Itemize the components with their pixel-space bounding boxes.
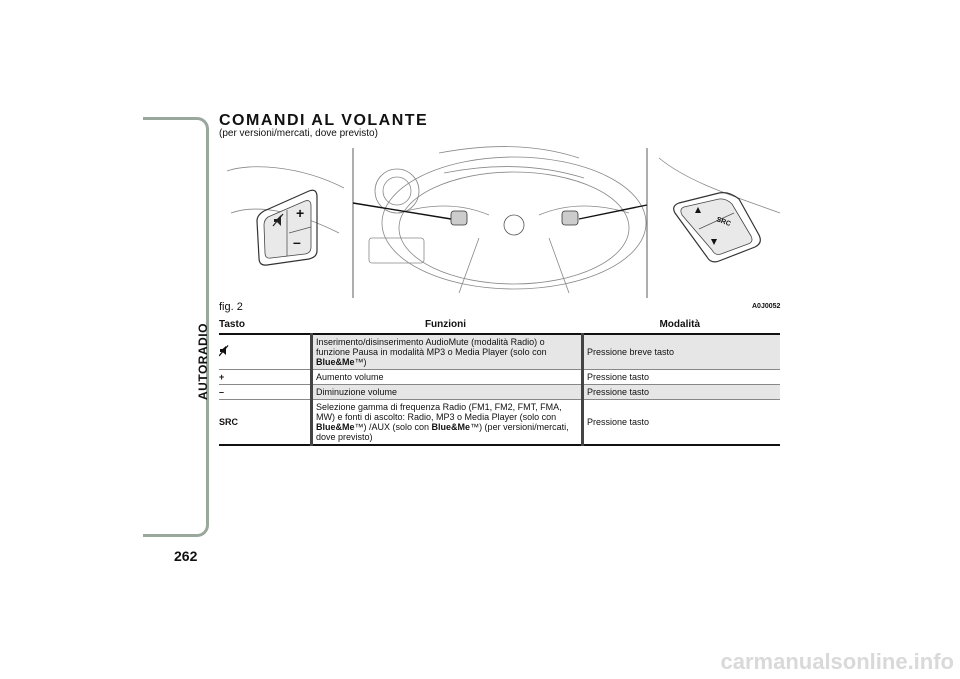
function-cell: Inserimento/disinserimento AudioMute (modalità Radio) o funzione Pausa in modalità MP3 o Media Player (solo con Blue&Me™) xyxy=(312,334,583,370)
key-cell: – xyxy=(219,385,312,400)
mode-cell: Pressione breve tasto xyxy=(583,334,781,370)
function-cell: Aumento volume xyxy=(312,370,583,385)
plus-label: + xyxy=(296,205,305,221)
key-cell: + xyxy=(219,370,312,385)
table-row xyxy=(219,334,780,370)
section-label: AUTORADIO xyxy=(196,323,210,400)
minus-label: – xyxy=(293,234,301,250)
figure-caption: fig. 2 xyxy=(219,301,243,313)
watermark: carmanualsonline.info xyxy=(720,649,954,674)
page-number: 262 xyxy=(174,548,198,564)
header-modalita: Modalità xyxy=(583,318,781,334)
mode-cell: Pressione tasto xyxy=(583,385,781,400)
key-cell: SRC xyxy=(219,400,312,446)
function-cell: Selezione gamma di frequenza Radio (FM1, FM2, FMT, FMA, MW) e fonti di ascolto: Radio, MP3 o Media Player (solo con Blue&Me™) /AUX (solo con Blue&Me™) (per versioni/mercati, dove previsto) xyxy=(312,400,583,446)
table-row xyxy=(219,370,780,385)
table-row xyxy=(219,400,780,446)
page-title: COMANDI AL VOLANTE xyxy=(219,112,429,129)
header-funzioni: Funzioni xyxy=(312,318,583,334)
key-cell xyxy=(219,334,312,370)
controls-table xyxy=(219,318,780,446)
mode-cell: Pressione tasto xyxy=(583,400,781,446)
header-tasto: Tasto xyxy=(219,318,312,334)
figure-code: A0J0052 xyxy=(752,303,781,310)
right-control-cluster xyxy=(674,193,761,262)
table-row xyxy=(219,385,780,400)
src-label: SRC xyxy=(715,216,732,228)
left-control-cluster xyxy=(257,190,317,265)
function-cell: Diminuzione volume xyxy=(312,385,583,400)
mode-cell: Pressione tasto xyxy=(583,370,781,385)
page-subtitle: (per versioni/mercati, dove previsto) xyxy=(219,128,378,139)
mute-icon xyxy=(219,345,229,357)
steering-wheel-figure xyxy=(219,143,780,298)
table-header-row xyxy=(219,318,780,334)
